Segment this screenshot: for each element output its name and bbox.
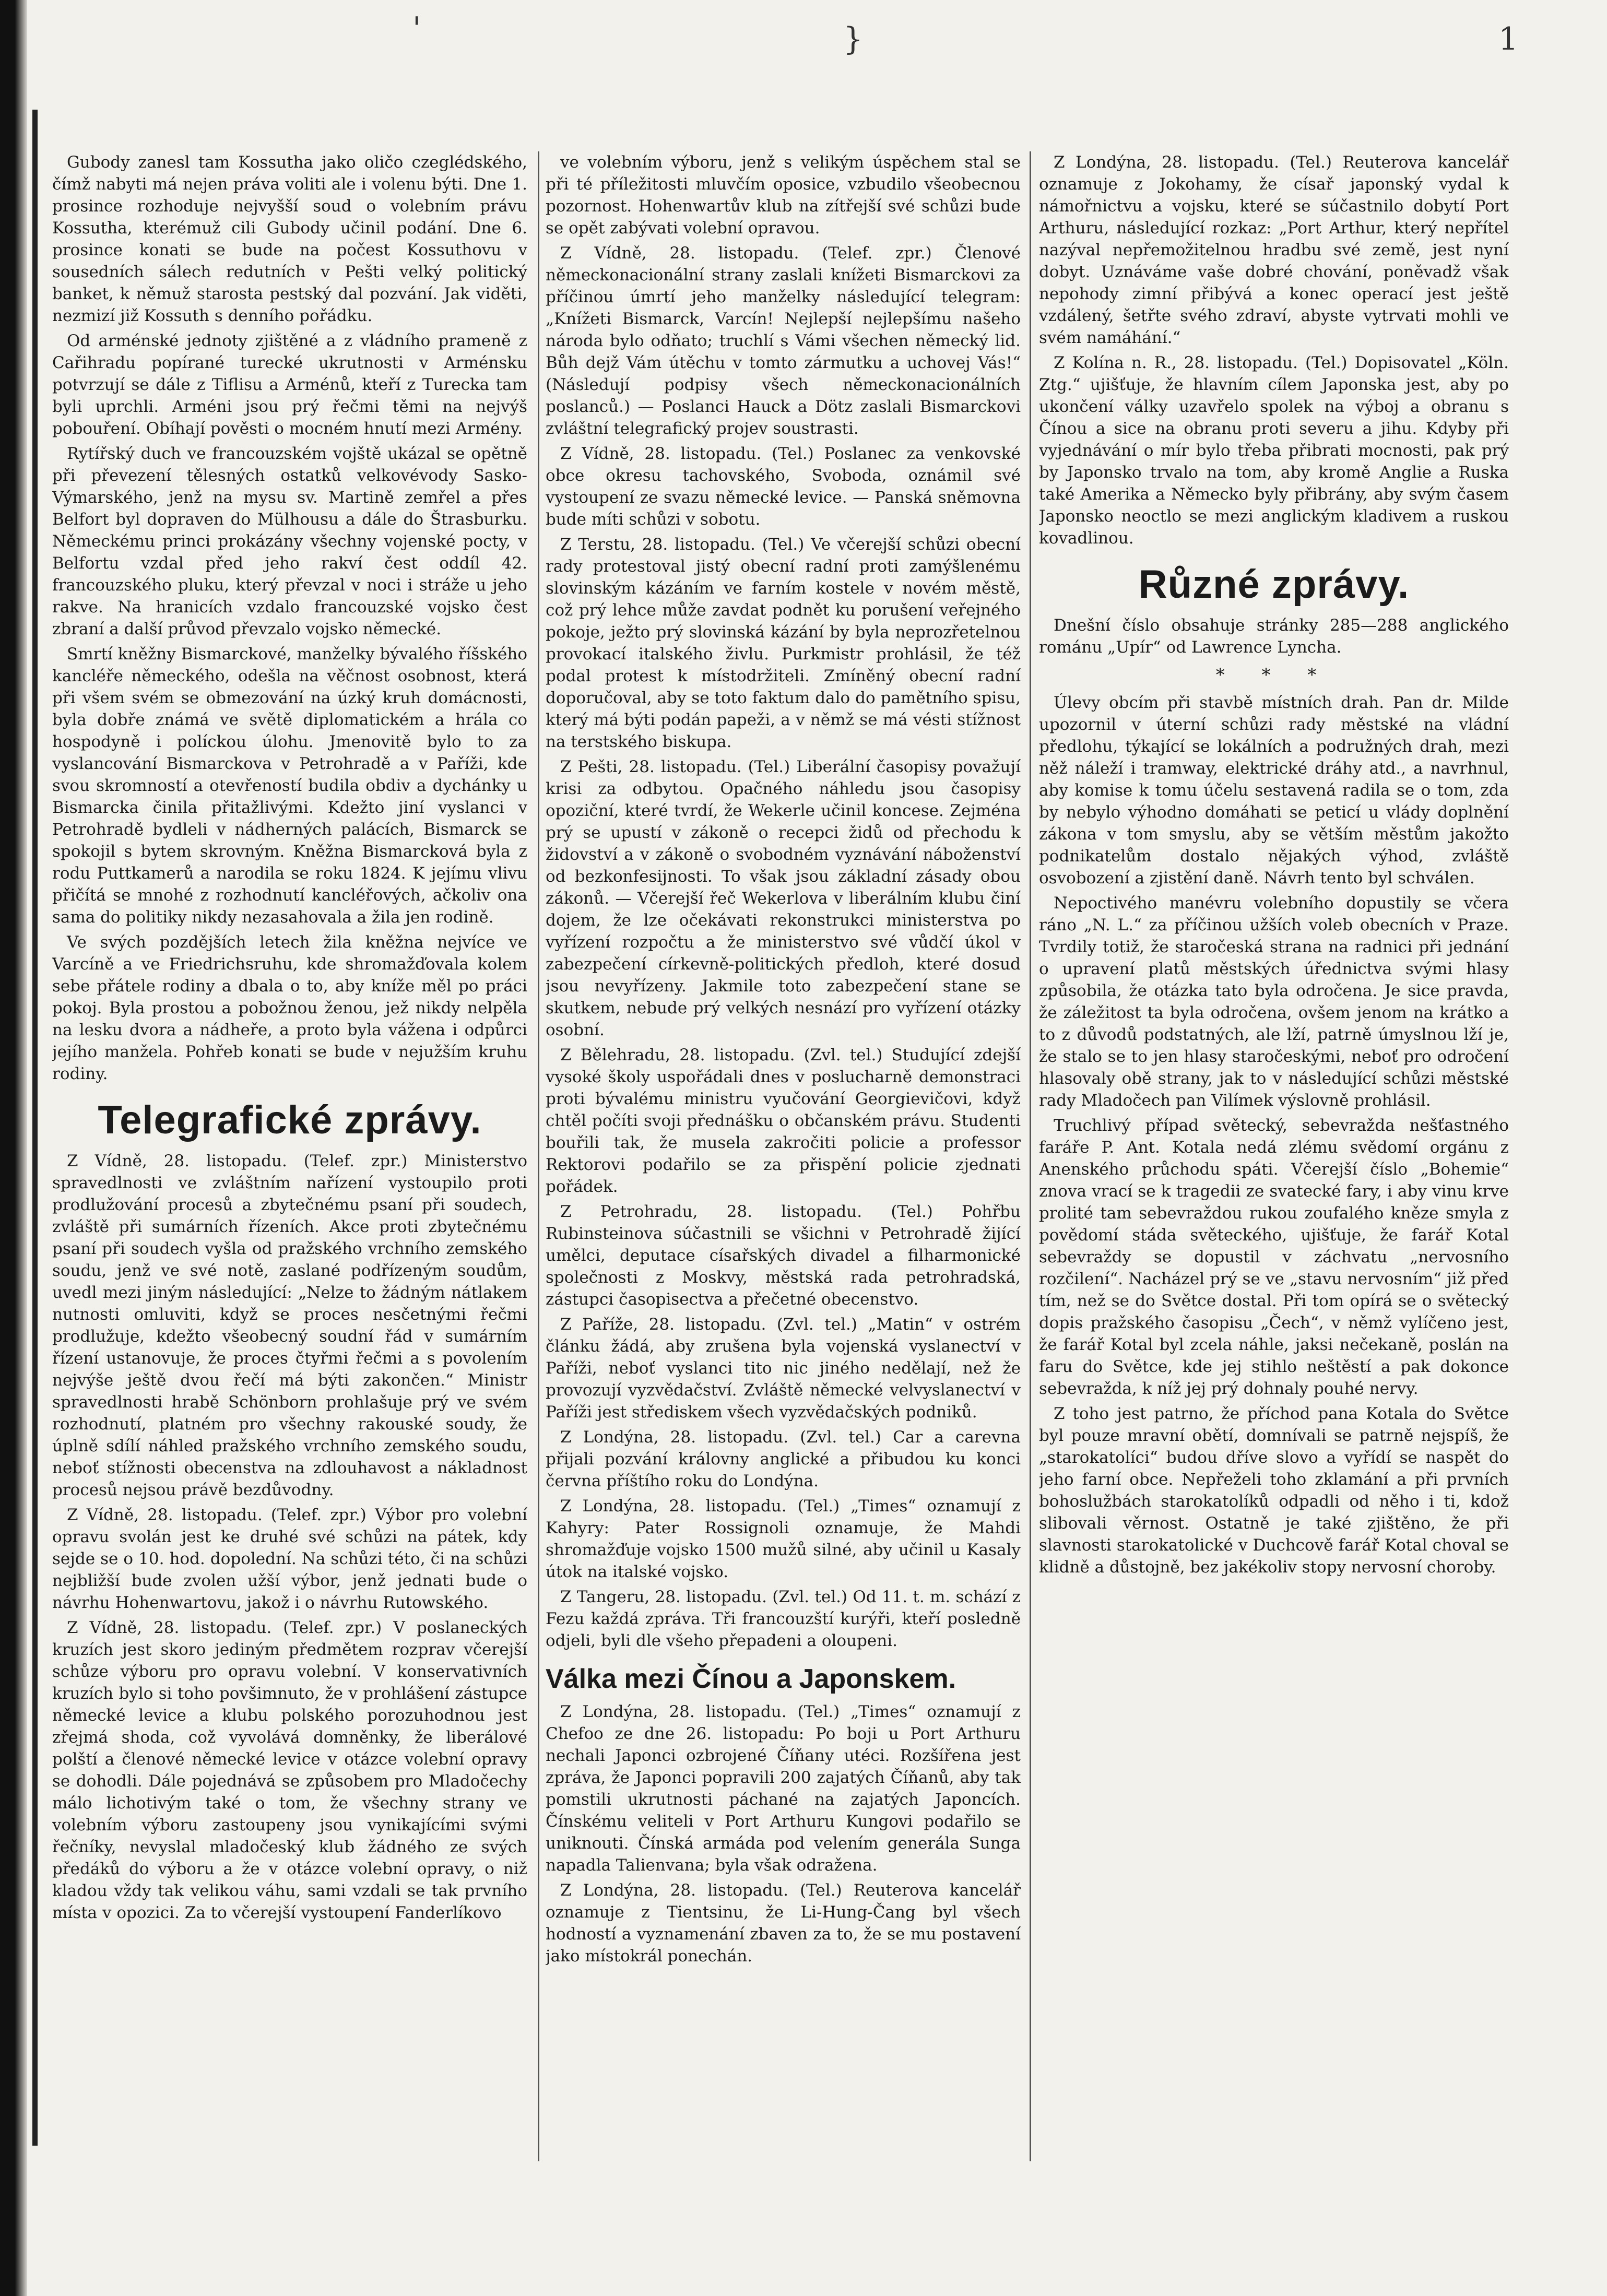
war-paragraph: Z Kolína n. R., 28. listopadu. (Tel.) Dopisovatel „Köln. Ztg.“ ujišťuje, že hlavním cílem Japonska jest, aby po ukončení války uzavřelo spolek na výboj a obranu s Čínou a sice na obranu proti severu a jihu. Kdyby při vyjednávání o mír bylo třeba přibrati mocnosti, pak prý by Japonsko trvalo na tom, aby kromě Anglie a Ruska také Amerika a Německo byly přibrány, aby svým časem Japonsko neoctlo se mezi anglickým kladivem a ruskou kovadlinou.	[1039, 353, 1509, 548]
column-left	[52, 151, 527, 2161]
telegram-paragraph: Z Terstu, 28. listopadu. (Tel.) Ve včerejší schůzi obecní rady protestoval jistý obecní radní proti zamýšlenému slovinským kázáním ve farním kostele v novém městě, což prý lehce může zavdat podnět ku porušení veřejného pokoje, ježto prý slovinská kázání by byla neprozřetelnou provokací italského živlu. Purkmistr prohlásil, že též podal protest k místodržiteli. Zmíněný obecní radní doporučoval, aby se toto faktum dalo do pamětního spisu, který má býti podán papeži, a v němž se má vésti stížnost na terstského biskupa.	[546, 535, 1021, 751]
column-gutter-2	[1030, 151, 1031, 2161]
telegram-paragraph: Z Paříže, 28. listopadu. (Zvl. tel.) „Matin“ v ostrém článku žádá, aby zrušena byla vojenská vyslanectví v Paříži, neboť vyslanci tito nic jiného nedělají, než že provozují vyzvědačství. Zvláště německé velvyslanectví v Paříži jest střediskem všech vyzvědačských podniků.	[546, 1315, 1021, 1422]
telegram-paragraph: Z Vídně, 28. listopadu. (Telef. zpr.) V poslaneckých kruzích jest skoro jediným předmětem rozprav včerejší schůze výboru pro opravu volební. V konservativních kruzích bylo si toho povšimnuto, že v prohlášení zástupce německé levice a klubu polského porozuhodnou jest zřejmá shoda, což vyvolává domněnky, že liberálové polští a členové německé levice v otázce volební opravy se dohodli. Dále pojednává se způsobem pro Mladočechy málo lichotivým také o tom, že všechny strany ve volebním výboru zastoupeny jsou vynikajícími svými řečníky, nevyslal mladočeský klub žádného ze svých předáků do výboru a že v otázce volební opravy, o niž kladou vždy tak velikou váhu, sami vzdali se tak prvního místa v opozici. Za to včerejší vystoupení Fanderlíkovo	[52, 1618, 527, 1922]
telegram-paragraph: Z Londýna, 28. listopadu. (Tel.) „Times“ oznamují z Kahyry: Pater Rossignoli oznamuje, že Mahdi shromažďuje vojsko 1500 mužů silné, aby učinil u Kasaly útok na italské vojsko.	[546, 1497, 1021, 1581]
section-heading-war: Válka mezi Čínou a Japonskem.	[546, 1664, 956, 1694]
misc-paragraph: Truchlivý případ světecký, sebevražda nešťastného faráře P. Ant. Kotala nedá zlému svědomí orgánu z Anenského průchodu spáti. Včerejší číslo „Bohemie“ znova vrací se k tragedii ze svatecké fary, i aby vinu krve prolité tam sebevraždou rukou zoufalého kněze smyla z povědomí stáda světeckého, ujišťuje, že farář Kotal sebevraždy se dopustil v záchvatu „nervosního rozčilení“. Nacházel prý se ve „stavu nervosním“ již před tím, než se do Světce dostal. Při tom opírá se o světecký dopis pražského časopisu „Čech“, v němž vylíčeno jest, že farář Kotal byl zcela náhle, jaksi nečekaně, poslán na faru do Světce, kde jej stihlo neštěstí a pak dokonce sebevražda, k níž jej prý dohnaly pouhé nervy.	[1039, 1116, 1509, 1398]
article-paragraph: Smrtí kněžny Bismarckové, manželky bývalého říšského kancléře německého, odešla na věčnost osobnost, která při všem svém se obmezování na úzký kruh domácnosti, byla dobře známá ve světě diplomatickém a hrála co hospodyně i políckou úlohu. Jmenovitě bylo to za vyslancování Bismarckova v Petrohradě a v Paříži, kde svou skromností a otevřeností budila obdiv a dychánky u Bismarcka činila přitažlivými. Kdežto jiní vyslanci v Petrohradě bydleli v nádherných palácích, Bismarck se spokojil s bytem skrovným. Kněžna Bismarcková byla z rodu Puttkamerů a narodila se roku 1824. K jejímu vlivu přičítá se mnohé z rozhodnutí kancléřových, ačkoliv ona sama do politiky nikdy nezasahovala a žila jen rodině.	[52, 645, 527, 927]
misc-intro: Dnešní číslo obsahuje stránky 285—288 anglického románu „Upír“ od Lawrence Lyncha.	[1039, 616, 1509, 657]
header-mark-left: '	[412, 10, 421, 47]
misc-paragraph: Z toho jest patrno, že příchod pana Kotala do Světce byl pouze mravní obětí, domnívali se patrně nejspíš, že „starokatolíci“ budou dříve slovo a vyřídí se naspět do jeho farní obce. Nepřeželi toho zklamání a při prvních bohoslužbách starokatolíků odpadli od něho i ti, kdož slibovali věrnost. Ostatně je také zjištěno, že při slavnosti starokatolické v Duchcově farář Kotal choval se klidně a důstojně, bez jakékoliv stopy nervosní choroby.	[1039, 1404, 1509, 1577]
telegram-paragraph: Z Tangeru, 28. listopadu. (Zvl. tel.) Od 11. t. m. schází z Fezu každá zpráva. Tři francouzští kurýři, kteří posledně odjeli, byli dle všeho přepadeni a oloupeni.	[546, 1588, 1021, 1650]
article-paragraph: Gubody zanesl tam Kossutha jako oličo czeglédského, čímž nabyti má nejen práva voliti ale i volenu býti. Dne 1. prosince rozhoduje nejvyšší soud o volebním právu Kossutha, kterémuž cili Gubody učinil podání. Dne 6. prosince konati se bude na počest Kossuthovu v sousedních sálech redutních v Pešti velký politický banket, k němuž starosta pestský dal pozvání. Jak viděti, nezmizí již Kossuth s denního pořádku.	[52, 153, 527, 325]
telegram-paragraph: Z Vídně, 28. listopadu. (Telef. zpr.) Ministerstvo spravedlnosti ve zvláštním nařízení vystoupilo proti prodlužování procesů a zbytečnému psaní při soudech, zvláště při sumárních řízeních. Akce proti zbytečnému psaní při soudech vyšla od pražského vrchního zemského soudu, jenž ve své notě, zaslané podřízeným soudům, uvedl mezi jiným následující: „Nelze to žádným nátlakem nutnosti omluviti, když se proces nesčetnými řečmi prodlužuje, kdežto všeobecný soudní řád v sumárním řízení ustanovuje, že proces čtyřmi řečmi a s povolením nejvýše ještě dvou řečí má býti zakončen.“ Ministr spravedlnosti hrabě Schönborn prohlašuje prý ve svém rozhodnutí, platném pro všechny rakouské soudy, že úplně sdílí náhled pražského vrchního zemského soudu, neboť stížnosti obecenstva na zdlouhavost a nákladnost procesů nejsou právě bezdůvodny.	[52, 1152, 527, 1499]
article-paragraph: Ve svých pozdějších letech žila kněžna nejvíce ve Varcíně a ve Friedrichsruhu, kde shromažďovala kolem sebe přátele rodiny a dbala o to, aby kníže měl po práci pokoj. Byla prostou a pobožnou ženou, jež nikdy nelpěla na lesku dvora a nádheře, a proto byla vážena i odpůrci jejího manžela. Pohřeb konati se bude v nejužším kruhu rodiny.	[52, 933, 527, 1083]
article-paragraph: Od arménské jednoty zjištěné a z vládního prameně z Cařihradu popírané turecké ukrutnosti v Arménsku potvrzují se dále z Tiflisu a Arménů, kteří z Turecka tam byli uprchli. Arméni jsou prý řečmi těmi na nejvýš pobouření. Obíhají pověsti o mocném hnutí mezi Armény.	[52, 332, 527, 438]
column-gutter-1	[538, 151, 539, 2161]
column-right	[1039, 151, 1509, 2161]
telegram-paragraph: Z Pešti, 28. listopadu. (Tel.) Liberální časopisy považují krisi za odbytou. Opačného náhledu jsou časopisy opoziční, které tvrdí, že Wekerle učinil koncese. Zejména prý se upustí v zákoně o recepci židů od přechodu k židovství a v zákoně o svobodném vyznávání náboženství od bezkonfesijnosti. To však jsou základní zásady obou zákonů. — Včerejší řeč Wekerlova v liberálním klubu činí dojem, že lze očekávati rekonstrukci ministerstva po vyřízení rozpočtu a že ministerstvo své vůdčí úkol v zabezpečení církevně-politických předloh, které dosud jsou nevyřízeny. Jakmile toto zabezpečení stane se skutkem, nebude prý velkých nesnází pro vyřízení otázky osobní.	[546, 758, 1021, 1039]
article-paragraph: Rytířský duch ve francouzském vojště ukázal se opětně při převezení tělesných ostatků velkovévody Sasko-Výmarského, jenž na mysu sv. Martině zemřel a přes Belfort byl dopraven do Mülhousu a dále do Štrasburku. Německému princi prokázány všechny vojenské pocty, v Belfortu vzdal před jeho rakví čest oddíl 42. francouzského pluku, který převzal v noci i stráže u jeho rakve. Na hranicích vzdalo francouzské vojsko čest zbraní a další průvod převzalo vojsko německé.	[52, 444, 527, 638]
separator-stars: * * *	[1215, 665, 1332, 685]
section-heading-misc: Různé zprávy.	[1138, 562, 1410, 607]
binding-rule	[32, 110, 38, 2146]
header-mark-mid: }	[843, 21, 864, 57]
scan-edge-left	[0, 0, 27, 2296]
war-paragraph: Z Londýna, 28. listopadu. (Tel.) Reuterova kancelář oznamuje z Jokohamy, že císař japonský vydal k námořnictvu a vojsku, které se súčastnilo dobytí Port Arthuru, následující rozkaz: „Port Arthur, který nepřítel nazýval nepřemožitelnou hradbu své země, jest nyní dobyt. Uznáváme vaše dobré chování, poněvadž však nepohody zimní přibývá a konec operací jest ještě vzdálený, šetřte svého zdraví, abyste vytrvati mohli ve svém namáhání.“	[1039, 153, 1509, 347]
war-paragraph: Z Londýna, 28. listopadu. (Tel.) Reuterova kancelář oznamuje z Tientsinu, že Li-Hung-Čang byl všech hodností a vyznamenání zbaven za to, že se mu postavení jako místokrál ponechán.	[546, 1881, 1021, 1966]
telegram-paragraph: ve volebním výboru, jenž s velikým úspěchem stal se při té příležitosti mluvčím oposice, vzbudilo všeobecnou pozornost. Hohenwartův klub na zítřejší své schůzi bude se opět zabývati volební opravou.	[546, 153, 1021, 238]
telegram-paragraph: Z Vídně, 28. listopadu. (Telef. zpr.) Výbor pro volební opravu svolán jest ke druhé své schůzi na pátek, kdy sejde se o 10. hod. dopolední. Na schůzi této, či na schůzi nejbližší bude zvolen užší výbor, jenž jednati bude o návrhu Hohenwartovu, jakož i o návrhu Rutowského.	[52, 1506, 527, 1612]
telegram-paragraph: Z Petrohradu, 28. listopadu. (Tel.) Pohřbu Rubinsteinova súčastnili se všichni v Petrohradě žijící umělci, deputace císařských divadel a filharmonické společnosti z Moskvy, městská rada petrohradská, zástupci časopisectva a přečetné obecenstvo.	[546, 1202, 1021, 1309]
misc-paragraph: Úlevy obcím při stavbě místních drah. Pan dr. Milde upozornil v úterní schůzi rady městské na vládní předlohu, týkající se lokálních a podružných drah, mezi něž náleží i tramway, elektrické dráhy atd., a navrhnul, aby komise k tomu účelu sestavená radila se o tom, zda by nebylo výhodno domáhati se peticí u vlády doplnění zákona v tom smyslu, aby se větším městům jakožto podnikatelům dostalo nějakých výhod, zvláště osvobození a zjistění daně. Návrh tento byl schválen.	[1039, 693, 1509, 887]
telegram-paragraph: Z Vídně, 28. listopadu. (Tel.) Poslanec za venkovské obce okresu tachovského, Svoboda, oznámil své vystoupení ze svazu německé levice. — Panská sněmovna bude míti schůzi v sobotu.	[546, 444, 1021, 529]
war-paragraph: Z Londýna, 28. listopadu. (Tel.) „Times“ oznamují z Chefoo ze dne 26. listopadu: Po boji u Port Arthuru nechali Japonci ozbrojené Číňany utéci. Rozšířena jest zpráva, že Japonci popravili 200 zajatých Číňanů, aby tak pomstili ukrutnosti páchané na zajatých Japoncích. Čínskému veliteli v Port Arthuru Kungovi podařilo se uniknouti. Čínská armáda pod velením generála Sunga napadla Talienvana; byla však odražena.	[546, 1702, 1021, 1875]
column-middle	[546, 151, 1021, 2161]
telegram-paragraph: Z Londýna, 28. listopadu. (Zvl. tel.) Car a carevna přijali pozvání královny anglické a přibudou ku konci června příštího roku do Londýna.	[546, 1428, 1021, 1490]
telegram-paragraph: Z Bělehradu, 28. listopadu. (Zvl. tel.) Studující zdejší vysoké školy uspořádali dnes v poslucharně demonstraci proti bývalému ministru vyučování Georgievičovi, když chtěl počíti svoji přednášku o občanském právu. Studenti bouřili tak, že musela zakročiti policie a professor Rektorovi podařilo se za přispění policie zjednati pořádek.	[546, 1046, 1021, 1196]
telegram-paragraph: Z Vídně, 28. listopadu. (Telef. zpr.) Členové německonacionální strany zaslali knížeti Bismarckovi za příčinou úmrtí jeho manželky následující telegram: „Knížeti Bismarck, Varcín! Nejlepší nejlepšímu našeho národa bylo odňato; truchlí s Vámi všechen německý lid. Bůh dejž Vám útěchu v tomto zármutku a uchovej Vás!“ (Následují podpisy všech německonacionálních poslanců.) — Poslanci Hauck a Dötz zaslali Bismarckovi zvláštní telegrafický projev soustrasti.	[546, 244, 1021, 438]
header-mark-right: 1	[1498, 21, 1519, 57]
section-heading-telegrams: Telegrafické zprávy.	[98, 1098, 482, 1142]
misc-paragraph: Nepoctivého manévru volebního dopustily se včera ráno „N. L.“ za příčinou užších voleb obecních v Praze. Tvrdily totiž, že staročeská strana na radnici při jednání o upravení platů městských úřednictva svými hlasy způsobila, že otázka tato byla odročena. Je sice pravda, že záležitost ta byla odročena, ovšem jenom na krátko a to z důvodů podstatných, ale lží, patrně úmyslnou lží je, že stalo se to jen hlasy staročeskými, neboť pro odročení hlasovaly obě strany, jak to v následující schůzi městské rady Mladočech pan Vilímek výslovně prohlásil.	[1039, 894, 1509, 1110]
